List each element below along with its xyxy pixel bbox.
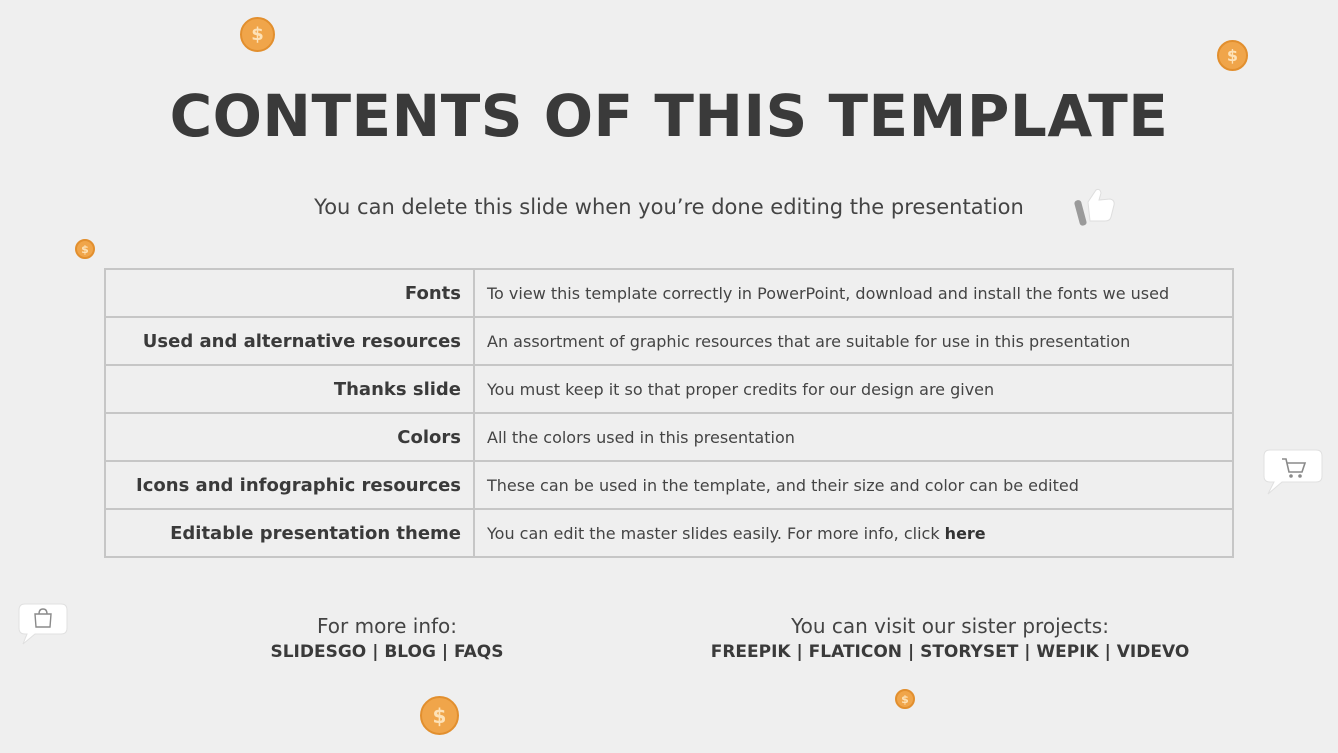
more-info-links	[237, 642, 537, 662]
dollar-coin-icon: $	[240, 17, 275, 52]
link-separator: |	[1104, 642, 1111, 662]
link-faqs[interactable]: FAQS	[453, 642, 504, 662]
link-wepik[interactable]: WEPIK	[1036, 642, 1099, 662]
row-value: To view this template correctly in PowerPoint, download and install the fonts we used	[474, 269, 1233, 317]
table-row	[105, 509, 1233, 557]
link-videvo[interactable]: VIDEVO	[1116, 642, 1190, 662]
table-row	[105, 317, 1233, 365]
table-row	[105, 461, 1233, 509]
row-key: Icons and infographic resources	[105, 461, 474, 509]
page-title: CONTENTS OF THIS TEMPLATE	[169, 82, 1169, 150]
row-key: Fonts	[105, 269, 474, 317]
link-separator: |	[1024, 642, 1031, 662]
link-slidesgo[interactable]: SLIDESGO	[270, 642, 367, 662]
row-key: Editable presentation theme	[105, 509, 474, 557]
contents-table	[104, 268, 1234, 558]
table-row	[105, 365, 1233, 413]
dollar-coin-icon: $	[75, 239, 95, 259]
link-blog[interactable]: BLOG	[384, 642, 436, 662]
dollar-coin-icon: $	[1217, 40, 1248, 71]
link-separator: |	[441, 642, 449, 662]
link-freepik[interactable]: FREEPIK	[710, 642, 791, 662]
shopping-bag-bubble-icon	[17, 602, 69, 648]
row-value: These can be used in the template, and their size and color can be edited	[474, 461, 1233, 509]
row-value: You must keep it so that proper credits for our design are given	[474, 365, 1233, 413]
sister-projects-block	[700, 614, 1200, 662]
row-value-text: You can edit the master slides easily. For more info, click	[487, 523, 945, 543]
row-value: All the colors used in this presentation	[474, 413, 1233, 461]
row-value: An assortment of graphic resources that are suitable for use in this presentation	[474, 317, 1233, 365]
link-flaticon[interactable]: FLATICON	[808, 642, 903, 662]
sister-projects-links	[700, 642, 1200, 662]
link-separator: |	[796, 642, 803, 662]
row-key: Thanks slide	[105, 365, 474, 413]
sister-projects-label: You can visit our sister projects:	[791, 614, 1109, 638]
dollar-coin-icon: $	[420, 696, 459, 735]
dollar-coin-icon: $	[895, 689, 915, 709]
table-row	[105, 269, 1233, 317]
more-info-block	[237, 614, 537, 662]
link-separator: |	[372, 642, 379, 662]
link-storyset[interactable]: STORYSET	[920, 642, 1019, 662]
table-row	[105, 413, 1233, 461]
row-key: Colors	[105, 413, 474, 461]
cart-bubble-icon	[1262, 446, 1324, 498]
here-link[interactable]: here	[944, 523, 986, 543]
row-value	[474, 509, 1233, 557]
subtitle: You can delete this slide when you’re done editing the presentation	[314, 195, 1024, 219]
more-info-label: For more info:	[316, 614, 458, 638]
link-separator: |	[907, 642, 915, 662]
row-key: Used and alternative resources	[105, 317, 474, 365]
